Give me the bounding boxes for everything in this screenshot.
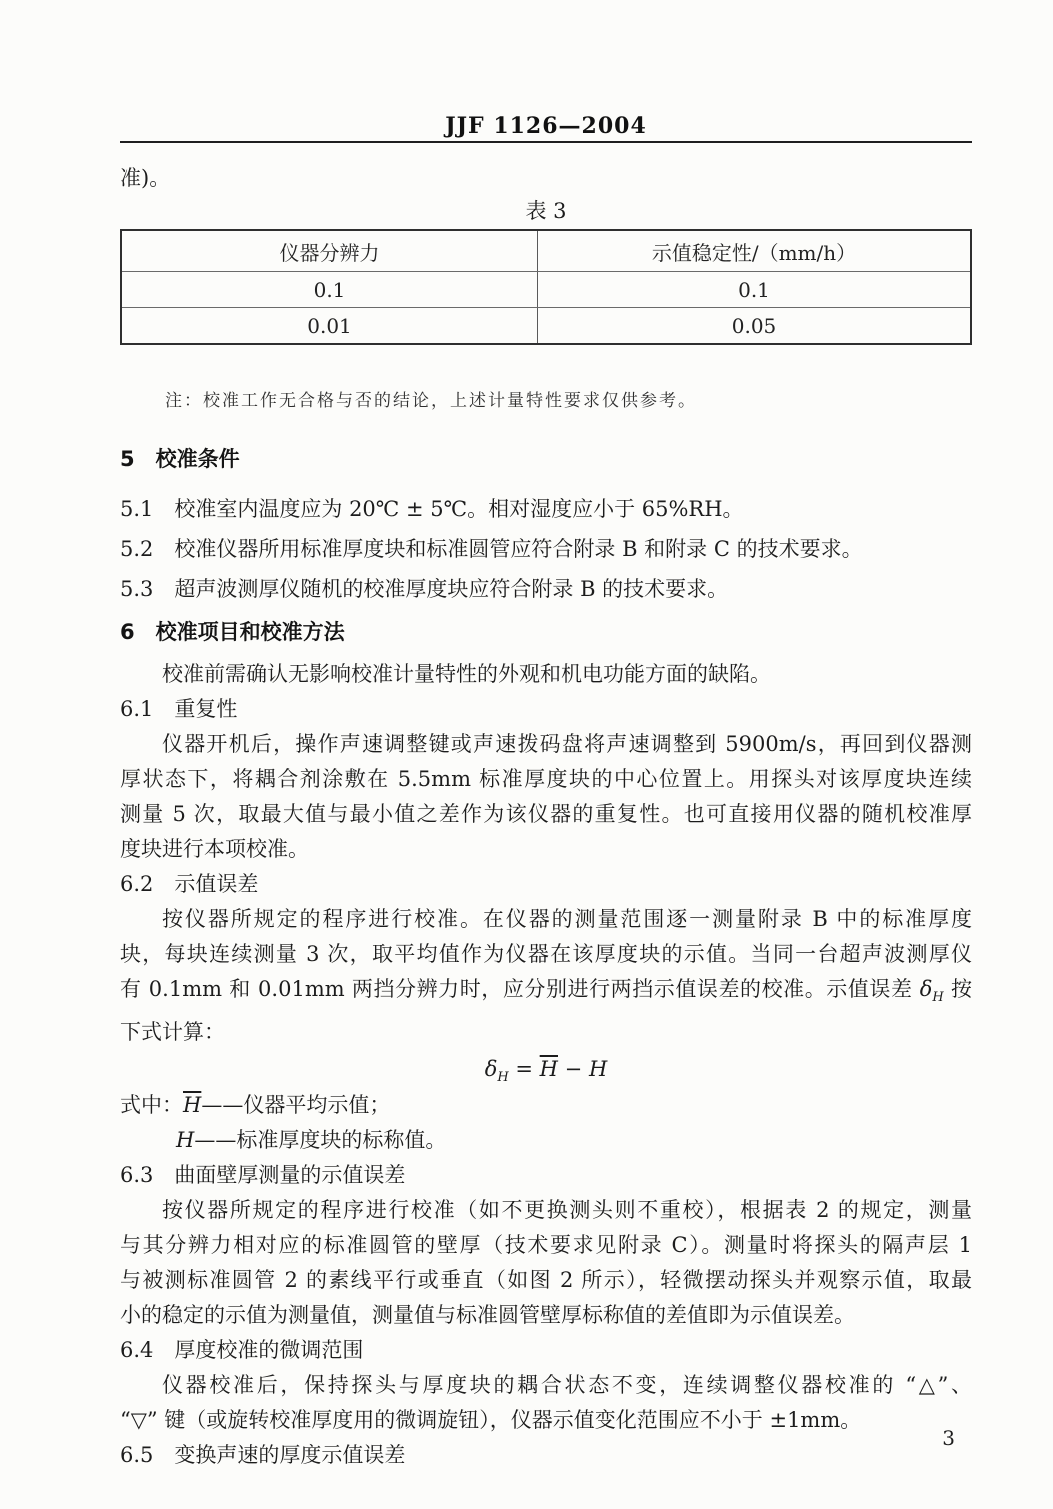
paragraph-line: 与被测标准圆管 2 的素线平行或垂直（如图 2 所示），轻微摆动探头并观察示值，取最 <box>120 1268 972 1293</box>
where-dash: —— <box>194 1128 237 1153</box>
nominal-h-symbol: H <box>588 1057 608 1082</box>
paragraph-line: 厚状态下，将耦合剂涂敷在 5.5mm 标准厚度块的中心位置上。用探头对该厚度块连续 <box>120 767 972 791</box>
delta-subscript: H <box>932 990 944 1006</box>
section5-item-52: 5.2 校准仪器所用标准厚度块和标准圆管应符合附录 B 和附录 C 的技术要求。 <box>120 537 863 561</box>
paragraph-line: 块，每块连续测量 3 次，取平均值作为仪器在该厚度块的示值。当同一台超声波测厚仪 <box>120 942 972 966</box>
line-text: 按 <box>943 977 972 1001</box>
paragraph-line-with-symbol <box>120 972 972 1015</box>
paragraph-line: 按仪器所规定的程序进行校准。在仪器的测量范围逐一测量附录 B 中的标准厚度 <box>162 907 972 931</box>
paragraph-line: 测量 5 次，取最大值与最小值之差作为该仪器的重复性。也可直接用仪器的随机校准厚 <box>120 802 972 826</box>
paragraph-line: 仪器开机后，操作声速调整键或声速拨码盘将声速调整到 5900m/s，再回到仪器测 <box>162 732 972 756</box>
minus-sign: − <box>558 1057 589 1082</box>
table3-note: 注：校准工作无合格与否的结论，上述计量特性要求仅供参考。 <box>165 391 697 411</box>
section65-heading: 6.5 变换声速的厚度示值误差 <box>120 1443 406 1468</box>
mean-h-symbol: $\overline{H}$ <box>539 1057 558 1082</box>
header-rule <box>120 141 972 143</box>
paragraph-line: 小的稳定的示值为测量值，测量值与标准圆管壁厚标称值的差值即为示值误差。 <box>120 1303 855 1328</box>
paragraph-line: 按仪器所规定的程序进行校准（如不更换测头则不重校），根据表 2 的规定，测量 <box>162 1198 972 1223</box>
section5-item-51: 5.1 校准室内温度应为 20℃ ± 5℃。相对湿度应小于 65%RH。 <box>120 497 744 521</box>
section5-items <box>120 489 972 609</box>
table3-header-col2: 示值稳定性/（mm/h） <box>538 230 972 272</box>
paragraph-line: 下式计算： <box>120 1020 225 1045</box>
table-row <box>121 308 971 345</box>
page-number: 3 <box>942 1426 955 1450</box>
where-clause-1 <box>120 1088 972 1123</box>
section63-heading: 6.3 曲面壁厚测量的示值误差 <box>120 1163 406 1188</box>
formula-lhs: δ <box>484 1057 498 1082</box>
where-label: 式中： <box>120 1093 183 1118</box>
section6-heading: 6 校准项目和校准方法 <box>120 620 345 644</box>
nominal-h-symbol: H <box>176 1128 195 1153</box>
line-text: 有 0.1mm 和 0.01mm 两挡分辨力时，应分别进行两挡示值误差的校准。示值误差 <box>120 977 920 1001</box>
where-text: 仪器平均示值； <box>243 1093 391 1118</box>
formula-lhs-sub: H <box>497 1070 509 1086</box>
paragraph-line: 仪器校准后，保持探头与厚度块的耦合状态不变，连续调整仪器校准的 “△”、 <box>162 1373 972 1398</box>
table3 <box>120 229 972 345</box>
section5-heading: 5 校准条件 <box>120 447 240 471</box>
section64-heading: 6.4 厚度校准的微调范围 <box>120 1338 364 1363</box>
mean-h-symbol: $\overline{H}$ <box>183 1093 202 1118</box>
where-text: 标准厚度块的标称值。 <box>236 1128 447 1153</box>
carryover-text: 准)。 <box>120 166 171 190</box>
table3-cell: 0.05 <box>731 313 777 338</box>
table3-cell: 0.1 <box>538 272 972 308</box>
table-row <box>121 272 971 308</box>
delta-symbol: δ <box>919 977 933 1001</box>
paragraph-line: 度块进行本项校准。 <box>120 837 309 861</box>
section61-heading: 6.1 重复性 <box>120 697 238 721</box>
table3-caption: 表 3 <box>525 199 567 223</box>
table3-header-col1: 仪器分辨力 <box>121 230 538 272</box>
paragraph-line: 与其分辨力相对应的标准圆管的壁厚（技术要求见附录 C）。测量时将探头的隔声层 1 <box>120 1233 972 1258</box>
table3-header-row <box>121 230 971 272</box>
table3-cell: 0.01 <box>121 308 538 345</box>
section6-intro: 校准前需确认无影响校准计量特性的外观和机电功能方面的缺陷。 <box>162 662 771 686</box>
where-dash: —— <box>201 1093 244 1118</box>
formula-delta-h <box>120 1050 972 1088</box>
section5-item-53: 5.3 超声波测厚仪随机的校准厚度块应符合附录 B 的技术要求。 <box>120 577 729 601</box>
standard-code-header: JJF 1126—2004 <box>445 113 647 139</box>
section62-heading: 6.2 示值误差 <box>120 872 259 896</box>
where-clause-2 <box>120 1123 972 1158</box>
paragraph-line: “▽” 键（或旋转校准厚度用的微调旋钮），仪器示值变化范围应不小于 ±1mm。 <box>120 1408 862 1433</box>
equals-sign: = <box>508 1057 540 1082</box>
table3-cell: 0.1 <box>121 272 538 308</box>
